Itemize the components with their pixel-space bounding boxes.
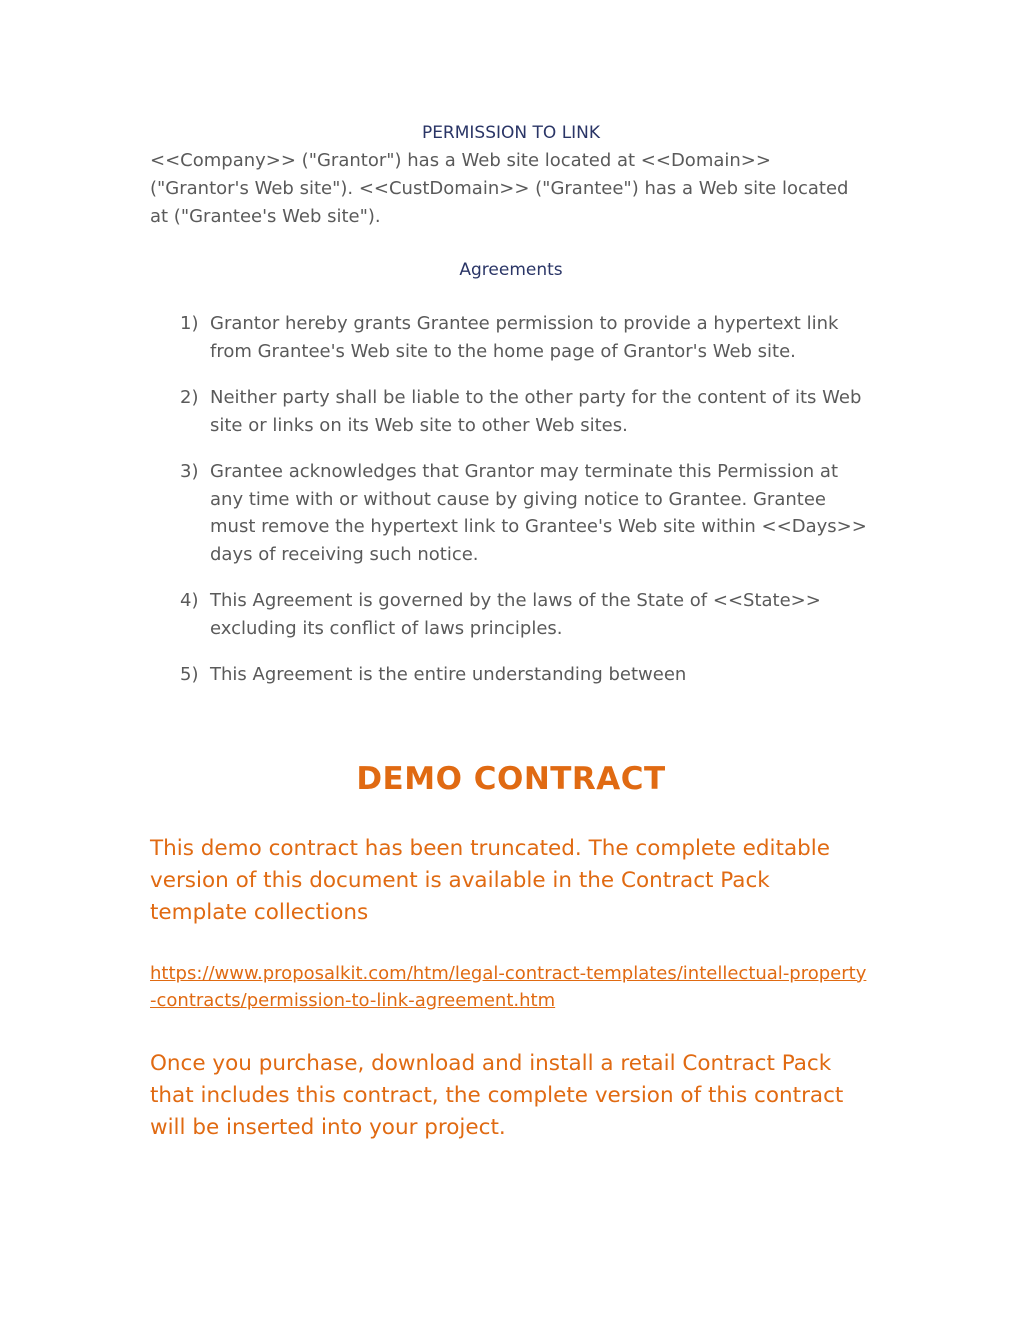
purchase-notice: Once you purchase, download and install a retail Contract Pack that includes this contract, the complete version of this contract will be inserted into your project. — [150, 1050, 844, 1140]
demo-contract-title: DEMO CONTRACT — [356, 760, 666, 797]
intro-paragraph: <<Company>> ("Grantor") has a Web site located at <<Domain>> ("Grantor's Web site"). <<CustDomain>> ("Grantee") has a Web site located at ("Grantee's Web site"). — [150, 150, 849, 227]
document-title: PERMISSION TO LINK — [421, 123, 601, 143]
clause-text: Grantee acknowledges that Grantor may terminate this Permission at any time with or without cause by giving notice to Grantee. Grantee must remove the hypertext link to Grantee's Web site within <<Days>> days of receiving such notice. — [210, 461, 867, 565]
clause-number: 3) — [180, 461, 199, 482]
template-link[interactable]: https://www.proposalkit.com/htm/legal-contract-templates/intellectual-property-contracts/permission-to-link-agreement.htm — [150, 962, 867, 1011]
clause-text: Neither party shall be liable to the other party for the content of its Web site or links on its Web site to other Web sites. — [210, 387, 862, 436]
clause-number: 2) — [180, 387, 199, 408]
clause-number: 4) — [180, 590, 199, 611]
clause-item — [150, 587, 872, 642]
clause-list — [150, 310, 872, 689]
clause-text: This Agreement is governed by the laws of the State of <<State>> excluding its conflict of laws principles. — [210, 590, 821, 639]
clause-item — [150, 458, 872, 568]
agreements-heading: Agreements — [459, 260, 563, 280]
clause-item — [150, 661, 872, 689]
document-page — [150, 120, 872, 1144]
clause-number: 1) — [180, 313, 199, 334]
clause-text: Grantor hereby grants Grantee permission to provide a hypertext link from Grantee's Web site to the home page of Grantor's Web site. — [210, 313, 839, 362]
clause-item — [150, 384, 872, 439]
truncated-notice: This demo contract has been truncated. The complete editable version of this document is available in the Contract Pack template collections — [150, 835, 830, 925]
clause-item — [150, 310, 872, 365]
clause-number: 5) — [180, 664, 199, 685]
clause-text: This Agreement is the entire understanding between — [210, 664, 687, 685]
